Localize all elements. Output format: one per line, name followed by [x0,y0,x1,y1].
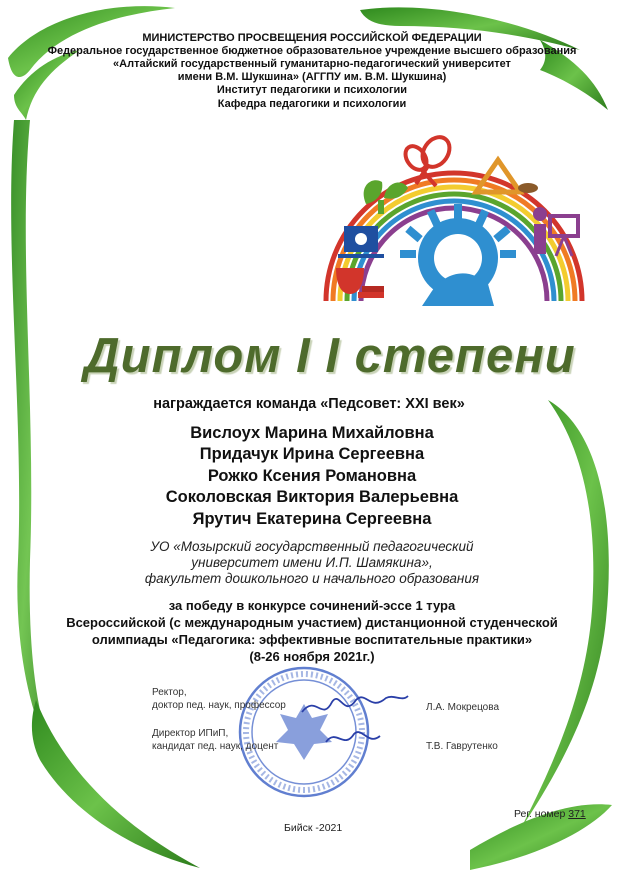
reason-line: Всероссийской (с международным участием) дистанционной студенческой [66,615,558,630]
director-title: Директор ИПиП, [152,728,229,739]
city-year: Бийск -2021 [284,822,343,834]
recipient-name: Вислоух Марина Михайловна [190,424,434,442]
department-line: Кафедра педагогики и психологии [217,98,407,110]
rector-name: Л.А. Мокрецова [426,702,500,713]
tent-campfire-icon [476,160,538,193]
faculty-line: факультет дошкольного и начального образования [144,571,480,586]
director-name: Т.В. Гаврутенко [426,741,498,752]
registration-label: Рег. номер [514,808,566,820]
theatre-masks-icon [336,268,384,298]
recipient-name: Придачук Ирина Сергеевна [199,445,425,463]
reason-line: за победу в конкурсе сочинений-эссе 1 тура [168,598,456,613]
institute-line: Институт педагогики и психологии [216,84,408,96]
institution-line: университет имени И.П. Шамякина», [191,555,433,570]
recipient-name: Соколовская Виктория Валерьевна [165,488,459,506]
registration-value: 371 [568,808,586,820]
director-signature [326,732,380,742]
rector-degree: доктор пед. наук, профессор [152,700,286,711]
registration-number [514,808,586,820]
diploma-title: Диплом I I степени [84,329,576,383]
pedagogy-logo [318,116,588,316]
recipient-name: Ярутич Екатерина Сергеевна [192,510,432,528]
institution-line: УО «Мозырский государственный педагогический [150,539,474,554]
awarded-team: награждается команда «Педсовет: XXI век» [153,396,465,412]
ministry-line: МИНИСТЕРСТВО ПРОСВЕЩЕНИЯ РОССИЙСКОЙ ФЕДЕРАЦИИ [142,32,482,44]
signature-scribbles [296,688,416,758]
university-name-line-2: имени В.М. Шукшина» (АГГПУ им. В.М. Шукшина) [177,71,447,83]
recipient-name: Рожко Ксения Романовна [207,467,417,485]
director-degree: кандидат пед. наук, доцент [152,741,279,752]
rector-signature [302,696,408,712]
event-dates: (8-26 ноября 2021г.) [249,649,375,664]
university-name-line: «Алтайский государственный гуманитарно-педагогический университет [113,58,511,70]
rector-title: Ректор, [152,687,187,698]
university-type-line: Федеральное государственное бюджетное образовательное учреждение высшего образования [47,45,577,57]
reason-line: олимпиады «Педагогика: эффективные воспитательные практики» [91,632,533,647]
ribbon-left-bottom [32,700,200,868]
